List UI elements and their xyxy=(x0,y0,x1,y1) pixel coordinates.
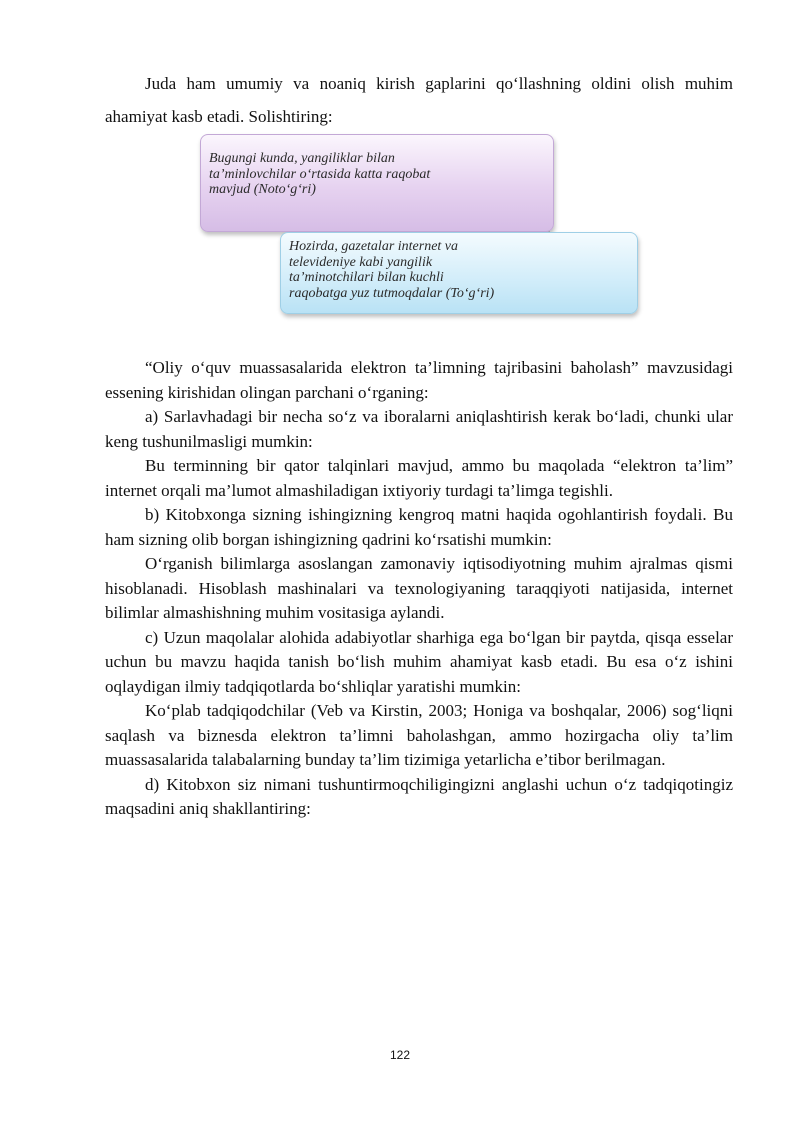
correct-example-line-4: raqobatga yuz tutmoqdalar (To‘g‘ri) xyxy=(289,285,495,301)
correct-example-line-3: ta’minotchilari bilan kuchli xyxy=(289,270,444,285)
intro-text: Juda ham umumiy va noaniq kirish gaplarini qo‘llashning oldini olish muhim ahamiyat kasb etadi. Solishtiring: xyxy=(105,74,733,126)
correct-example-line-2: televideniye kabi yangilik xyxy=(289,254,433,270)
incorrect-example-line-2: ta’minlovchilar o‘rtasida katta raqobat xyxy=(209,166,431,182)
paragraph: “Oliy o‘quv muassasalarida elektron ta’limning tajribasini baholash” mavzusidagi essening kirishidan olingan parchani o‘rganing: xyxy=(105,358,733,402)
correct-example-line-1: Hozirda, gazetalar internet va xyxy=(289,239,459,254)
paragraph: d) Kitobxon siz nimani tushuntirmoqchiligingizni anglashi uchun o‘z tadqiqotingiz maqsadini aniq shakllantiring: xyxy=(105,774,733,818)
paragraph: Bu terminning bir qator talqinlari mavjud, ammo bu maqolada “elektron ta’lim” internet orqali ma’lumot almashiladigan ixtiyoriy turdagi ta’limga tegishli. xyxy=(105,456,733,500)
paragraph: c) Uzun maqolalar alohida adabiyotlar sharhiga ega bo‘lgan bir paytda, qisqa esselar uchun bu mavzu haqida tanish bo‘lish muhim ahamiyat kasb etadi. Bu esa o‘z ishini oqlaydigan ilmiy tadqiqotlarda bo‘shliqlar yaratishi mumkin: xyxy=(105,627,733,696)
incorrect-example-box xyxy=(200,134,554,232)
page-number: 122 xyxy=(389,1048,411,1062)
incorrect-example-line-1: Bugungi kunda, yangiliklar bilan xyxy=(209,151,395,166)
comparison-diagram xyxy=(200,134,640,318)
paragraph: a) Sarlavhadagi bir necha so‘z va iboralarni aniqlashtirish kerak bo‘ladi, chunki ular keng tushunilmasligi mumkin: xyxy=(105,407,733,451)
paragraph: b) Kitobxonga sizning ishingizning kengroq matni haqida ogohlantirish foydali. Bu ham sizning olib borgan ishingizning qadrini ko‘rsatishi mumkin: xyxy=(105,505,733,549)
incorrect-example-line-3: mavjud (Noto‘g‘ri) xyxy=(209,182,316,197)
paragraph: Ko‘plab tadqiqodchilar (Veb va Kirstin, 2003; Honiga va boshqalar, 2006) sog‘liqni saqlash va biznesda elektron ta’limni baholashgan, ammo hozirgacha oliy ta’lim muassasalarida talabalarning bunday ta’lim tizimiga yetarlicha e’tibor berilmagan. xyxy=(105,701,733,769)
body-text xyxy=(105,356,733,822)
intro-paragraph xyxy=(105,67,733,133)
correct-example-box xyxy=(280,232,638,314)
paragraph: O‘rganish bilimlarga asoslangan zamonaviy iqtisodiyotning muhim ajralmas qismi hisoblanadi. Hisoblash mashinalari va texnologiyaning taraqqiyoti natijasida, internet bilimlar almashishning muhim vositasiga aylandi. xyxy=(105,554,733,622)
